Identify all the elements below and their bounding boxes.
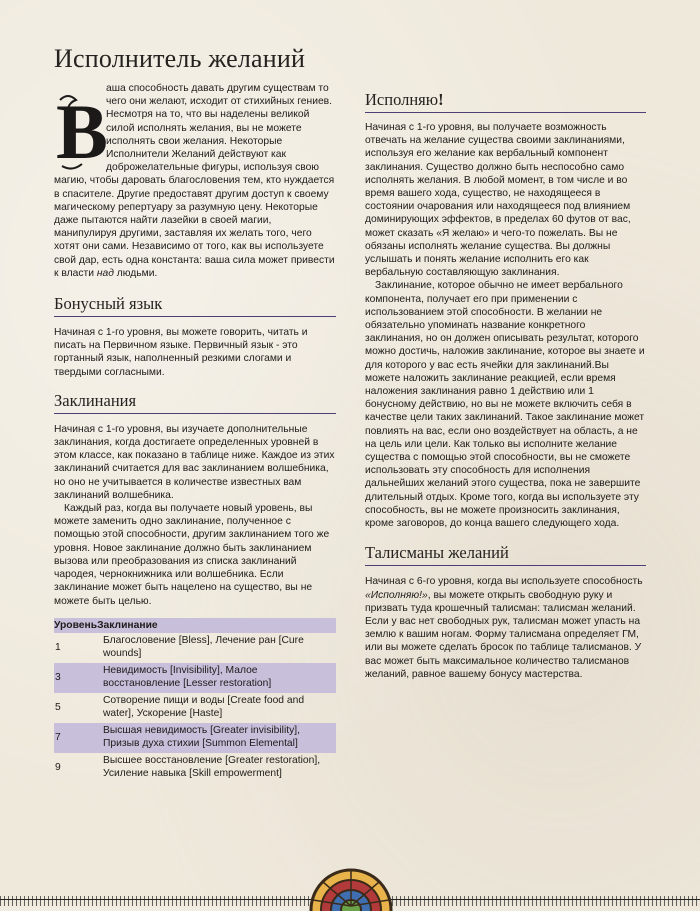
table-row bbox=[54, 693, 336, 723]
intro-text: аша способность давать другим существам то чего они желают, исходит от стихийных гениев. Несмотря на то, что вы наделены великой силой исполнять желания, вы не можете исполнять свои желания. Некоторые Исполнители Желаний действуют как доброжелательные фигуры, используя свою магию, чтобы даровать благословения тем, кто нуждается в спасителе. Другие предоставят другим доступ к своему магическому репертуару за разумную цену. Некоторые даже пытаются найти лазейки в своей магии, манипулируя другими, заставляя их желать того, чего хотят они сами. Независимо от того, как вы используете свой дар, есть одна константа: ваша сила может привести к власти bbox=[54, 83, 335, 279]
row-level: 3 bbox=[54, 663, 102, 693]
table-row bbox=[54, 663, 336, 693]
spell-table-header bbox=[54, 618, 336, 633]
table-row bbox=[54, 723, 336, 753]
dropcap-glyph: В bbox=[56, 88, 109, 175]
spells-paragraph-1: Начиная с 1-го уровня, вы изучаете дополнительные заклинания, когда достигаете определенных уровней в этом классе, как показано в таблице ниже. Каждое из этих заклинаний считается для вас заклинанием волшебника, но оно не учитывается в количестве известных вам заклинаний волшебника. bbox=[54, 423, 335, 501]
dropcap-letter bbox=[54, 88, 109, 175]
spells-section bbox=[54, 391, 336, 783]
table-row bbox=[54, 633, 336, 663]
bonus-language-heading: Бонусный язык bbox=[54, 294, 336, 317]
spell-table bbox=[54, 618, 336, 783]
row-spell: Сотворение пищи и воды [Create food and water], Ускорение [Haste] bbox=[103, 695, 305, 719]
col-level-header: Уровень bbox=[54, 619, 98, 631]
row-spell: Высшее восстановление [Greater restoration], Усиление навыка [Skill empowerment] bbox=[103, 755, 321, 779]
fulfill-paragraph-2: Заклинание, которое обычно не имеет вербального компонента, получает его при применении с использованием этой способности. В желании не обязательно упоминать название конкретного заклинания, но он должен описывать результат, которого можно достичь, наложив заклинание, которое вы знаете и для которого у вас есть ячейки для заклинаний.Вы можете наложить заклинание реакцией, если время наложения заклинания равно 1 действию или 1 бонусному действию, но вы не можете включить себя в качестве цели таких заклинаний. Такое заклинание может повлиять на вас, если оно воздействует на область, а не на цель или цели. Как только вы исполните желание существа с помощью этой способности, вы не сможете использовать эту способность для исполнения дальнейших желаний этого существа, пока не завершите длительный отдых. Кроме того, когда вы используете эту способность, вы не можете произносить заклинания, кроме заговоров, до конца вашего следующего хода. bbox=[365, 280, 645, 530]
fulfill-heading-text: Исполняю bbox=[365, 90, 439, 109]
fulfill-heading-mark: ! bbox=[438, 90, 444, 109]
spells-paragraph-2: Каждый раз, когда вы получаете новый уровень, вы можете заменить одно заклинание, полученное с помощью этой способности, другим заклинанием того же уровня. Новое заклинание должно быть заклинанием вызова или преобразования из списка заклинаний чародея, чернокнижника или волшебника. Если заклинание может быть нацелено на существо, вы не можете быть целью. bbox=[54, 503, 330, 607]
intro-emphasis: над bbox=[96, 267, 114, 279]
row-spell: Благословение [Bless], Лечение ран [Cure wounds] bbox=[103, 635, 304, 659]
bonus-language-section bbox=[54, 294, 336, 379]
row-spell: Высшая невидимость [Greater invisibility], Призыв духа стихии [Summon Elemental] bbox=[102, 723, 336, 753]
left-column bbox=[54, 82, 336, 783]
intro-tail: людьми. bbox=[113, 267, 158, 279]
row-level: 9 bbox=[55, 761, 61, 773]
row-level: 7 bbox=[54, 723, 102, 753]
talismans-emphasis: «Исполняю!» bbox=[365, 589, 428, 601]
page-title: Исполнитель желаний bbox=[54, 44, 306, 73]
right-column bbox=[365, 90, 646, 681]
col-spell-header: Заклинание bbox=[97, 619, 158, 631]
talismans-text-before: Начиная с 6-го уровня, когда вы используете способность bbox=[365, 576, 643, 588]
page-footer bbox=[0, 876, 700, 906]
intro-section bbox=[54, 82, 336, 280]
row-level: 1 bbox=[55, 641, 61, 653]
footer-medallion-icon bbox=[306, 860, 396, 906]
fulfill-section bbox=[365, 90, 646, 530]
table-row bbox=[54, 753, 336, 783]
spells-heading: Заклинания bbox=[54, 391, 336, 414]
fulfill-paragraph-1: Начиная с 1-го уровня, вы получаете возможность отвечать на желание существа своими заклинаниями, используя его желание как вербальный компонент заклинания. Существо должно быть неспособно само исполнять желания. В любой момент, в том числе и во время вашего хода, существо, не находящееся в состоянии очарования или находящееся под влиянием доминирующих эффектов, в пределах 60 футов от вас, может сказать «Я желаю» и чего-то пожелать. Вы не обязаны исполнять желание существа. Вы должны услышать и понять желание исполнить его как вербальную составляющую заклинания. bbox=[365, 122, 631, 279]
talismans-text-after: , вы можете открыть свободную руку и призвать туда крошечный талисман: талисман желаний. Если у вас нет свободных рук, талисман может упасть на землю к вашим ногам. Форму талисмана определяет ГМ, или вы можете сделать бросок по таблице талисманов. У вас может быть максимальное количество талисманов желаний, равное вашему бонусу мастерства. bbox=[365, 589, 642, 680]
row-spell: Невидимость [Invisibility], Малое восстановление [Lesser restoration] bbox=[102, 663, 336, 693]
talismans-heading: Талисманы желаний bbox=[365, 543, 646, 566]
bonus-language-text: Начиная с 1-го уровня, вы можете говорить, читать и писать на Первичном языке. Первичный язык - это гортанный язык, наполненный резкими слогами и твердыми согласными. bbox=[54, 327, 308, 378]
talismans-section bbox=[365, 543, 646, 681]
row-level: 5 bbox=[55, 701, 61, 713]
talismans-paragraph bbox=[365, 575, 646, 681]
spell-table-header-cell bbox=[54, 618, 336, 633]
fulfill-heading bbox=[365, 90, 646, 113]
